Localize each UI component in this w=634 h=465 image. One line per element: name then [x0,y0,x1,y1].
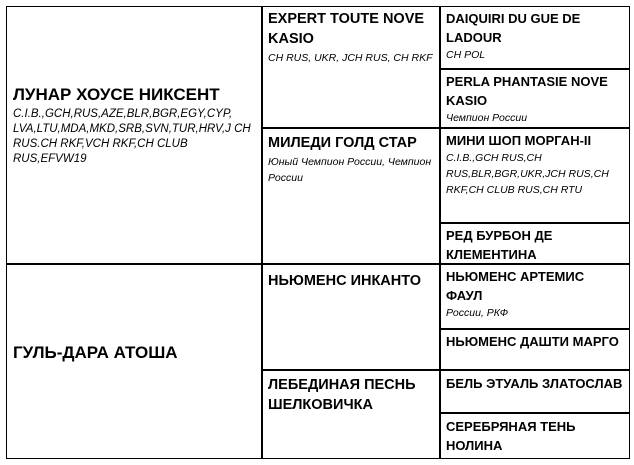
sire-dam-cell [262,128,440,264]
dam-sire-name: НЬЮМЕНС ИНКАНТО [268,273,422,289]
dam-sire-sire-name: НЬЮМЕНС АРТЕМИС ФАУЛ [446,269,585,303]
sire-cell [6,6,262,264]
sire-sire-sire-cell [440,6,630,69]
sire-sire-dam-titles: Чемпион России [446,112,528,124]
dam-sire-sire-titles: России, РКФ [446,307,509,319]
dam-cell [6,264,262,459]
dam-name: ГУЛЬ-ДАРА АТОША [13,343,178,362]
sire-dam-dam-cell [440,223,630,264]
sire-name: ЛУНАР ХОУСЕ НИКСЕНТ [13,85,220,104]
pedigree-table [6,6,630,459]
sire-titles: C.I.B.,GCH,RUS,AZE,BLR,BGR,EGY,CYP, LVA,LTU,MDA,MKD,SRB,SVN,TUR,HRV,J CH RUS.CH RKF,VCH RKF,CH CLUB RUS,EFVW19 [13,108,251,165]
sire-dam-sire-name: МИНИ ШОП МОРГАН-II [446,133,592,148]
sire-sire-dam-cell [440,69,630,128]
sire-sire-cell [262,6,440,128]
sire-dam-sire-titles: C.I.B.,GCH RUS,CH RUS,BLR,BGR,UKR,JCH RUS,CH RKF,CH CLUB RUS,CH RTU [446,152,609,196]
dam-dam-sire-name: БЕЛЬ ЭТУАЛЬ ЗЛАТОСЛАВ [446,376,623,391]
sire-dam-titles: Юный Чемпион России, Чемпион России [268,156,432,184]
dam-sire-dam-cell [440,329,630,370]
sire-sire-sire-titles: CH POL [446,49,486,61]
sire-sire-sire-name: DAIQUIRI DU GUE DE LADOUR [446,11,581,45]
sire-sire-dam-name: PERLA PHANTASIE NOVE KASIO [446,74,608,108]
dam-dam-cell [262,370,440,459]
dam-sire-cell [262,264,440,370]
sire-dam-dam-name: РЕД БУРБОН ДЕ КЛЕМЕНТИНА [446,228,553,262]
sire-dam-sire-cell [440,128,630,223]
dam-sire-sire-cell [440,264,630,329]
sire-dam-name: МИЛЕДИ ГОЛД СТАР [268,135,417,151]
sire-sire-titles: CH RUS, UKR, JCH RUS, CH RKF [268,52,433,64]
dam-dam-sire-cell [440,370,630,413]
dam-sire-dam-name: НЬЮМЕНС ДАШТИ МАРГО [446,334,619,349]
dam-dam-dam-name: СЕРЕБРЯНАЯ ТЕНЬ НОЛИНА [446,419,576,453]
dam-dam-dam-cell [440,413,630,459]
sire-sire-name: EXPERT TOUTE NOVE KASIO [268,11,425,47]
dam-dam-name: ЛЕБЕДИНАЯ ПЕСНЬ ШЕЛКОВИЧКА [268,377,416,413]
